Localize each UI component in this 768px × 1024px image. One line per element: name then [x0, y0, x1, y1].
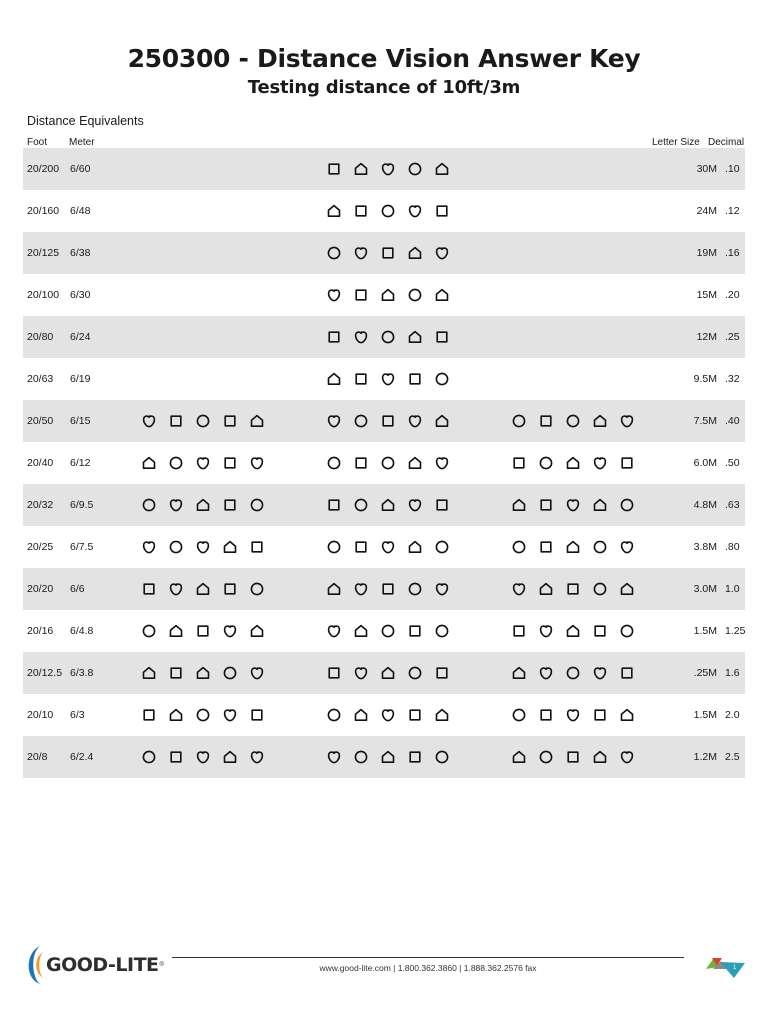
circle-icon [429, 538, 456, 556]
symbol-group [505, 454, 641, 472]
square-icon [320, 664, 347, 682]
apple-icon [614, 748, 641, 766]
house-icon [505, 496, 532, 514]
foot-value: 20/32 [27, 499, 54, 511]
decimal-value: .20 [725, 289, 740, 301]
foot-value: 20/16 [27, 625, 54, 637]
foot-value: 20/12.5 [27, 667, 63, 679]
house-icon [402, 538, 429, 556]
table-row [23, 568, 745, 610]
apple-icon [402, 412, 429, 430]
decimal-value: 2.5 [725, 751, 740, 763]
decimal-value: .25 [725, 331, 740, 343]
column-header-decimal: Decimal [708, 137, 745, 148]
apple-icon [374, 160, 401, 178]
house-icon [429, 412, 456, 430]
apple-icon [244, 664, 271, 682]
apple-icon [374, 370, 401, 388]
circle-icon [614, 496, 641, 514]
square-icon [217, 496, 244, 514]
symbol-group [135, 706, 271, 724]
footer-contact: www.good-lite.com | 1.800.362.3860 | 1.888.362.2576 fax [319, 963, 537, 973]
apple-icon [429, 454, 456, 472]
apple-icon [162, 496, 189, 514]
letter-size-value: 3.0M [693, 583, 717, 595]
apple-icon [505, 580, 532, 598]
house-icon [402, 328, 429, 346]
circle-icon [189, 706, 216, 724]
house-icon [374, 664, 401, 682]
circle-icon [505, 706, 532, 724]
letter-size-value: 12M [696, 331, 717, 343]
square-icon [162, 412, 189, 430]
square-icon [347, 538, 374, 556]
square-icon [429, 664, 456, 682]
square-icon [244, 538, 271, 556]
square-icon [429, 328, 456, 346]
symbol-group [505, 622, 641, 640]
apple-icon [244, 748, 271, 766]
symbol-group [505, 664, 641, 682]
symbol-group [320, 370, 456, 388]
square-icon [217, 454, 244, 472]
meter-value: 6/60 [70, 163, 91, 175]
symbol-group [135, 748, 271, 766]
circle-icon [320, 706, 347, 724]
circle-icon [162, 454, 189, 472]
letter-size-value: 30M [696, 163, 717, 175]
circle-icon [320, 454, 347, 472]
table-row [23, 232, 745, 274]
square-icon [244, 706, 271, 724]
circle-icon [347, 412, 374, 430]
square-icon [614, 454, 641, 472]
symbol-group [505, 496, 641, 514]
circle-icon [244, 496, 271, 514]
apple-icon [320, 748, 347, 766]
meter-value: 6/30 [70, 289, 91, 301]
letter-size-value: 4.8M [693, 499, 717, 511]
apple-icon [189, 454, 216, 472]
decimal-value: .12 [725, 205, 740, 217]
symbol-group [320, 328, 456, 346]
apple-icon [320, 622, 347, 640]
circle-icon [429, 622, 456, 640]
circle-icon [587, 580, 614, 598]
foot-value: 20/63 [27, 373, 54, 385]
square-icon [559, 748, 586, 766]
house-icon [429, 286, 456, 304]
letter-size-value: 1.2M [693, 751, 717, 763]
symbol-group [135, 622, 271, 640]
square-icon [429, 202, 456, 220]
letter-size-value: 15M [696, 289, 717, 301]
letter-size-value: 9.5M [693, 373, 717, 385]
circle-icon [559, 412, 586, 430]
square-icon [217, 412, 244, 430]
apple-icon [587, 664, 614, 682]
symbol-group [320, 454, 456, 472]
house-icon [189, 664, 216, 682]
symbol-group [505, 538, 641, 556]
apple-icon [347, 580, 374, 598]
decimal-value: .32 [725, 373, 740, 385]
letter-size-value: .25M [693, 667, 717, 679]
table-row [23, 526, 745, 568]
square-icon [162, 664, 189, 682]
house-icon [162, 706, 189, 724]
square-icon [217, 580, 244, 598]
house-icon [347, 706, 374, 724]
column-header-meter: Meter [69, 137, 95, 148]
logo-swoosh-icon [22, 944, 44, 986]
house-icon [244, 622, 271, 640]
apple-icon [347, 244, 374, 262]
square-icon [402, 370, 429, 388]
house-icon [217, 748, 244, 766]
circle-icon [162, 538, 189, 556]
decimal-value: .80 [725, 541, 740, 553]
letter-size-value: 7.5M [693, 415, 717, 427]
house-icon [320, 202, 347, 220]
square-icon [189, 622, 216, 640]
answer-key-table [23, 148, 745, 778]
circle-icon [559, 664, 586, 682]
apple-icon [217, 706, 244, 724]
triangle-logo-icon [704, 955, 746, 979]
circle-icon [374, 328, 401, 346]
house-icon [374, 496, 401, 514]
square-icon [374, 244, 401, 262]
decimal-value: 1.6 [725, 667, 740, 679]
circle-icon [244, 580, 271, 598]
foot-value: 20/200 [27, 163, 60, 175]
decimal-value: 2.0 [725, 709, 740, 721]
foot-value: 20/20 [27, 583, 54, 595]
apple-icon [559, 706, 586, 724]
symbol-group [320, 496, 456, 514]
foot-value: 20/8 [27, 751, 48, 763]
letter-size-value: 3.8M [693, 541, 717, 553]
symbol-group [320, 202, 456, 220]
symbol-group [320, 160, 456, 178]
house-icon [244, 412, 271, 430]
apple-icon [162, 580, 189, 598]
house-icon [374, 748, 401, 766]
square-icon [505, 622, 532, 640]
foot-value: 20/125 [27, 247, 60, 259]
house-icon [135, 664, 162, 682]
apple-icon [244, 454, 271, 472]
square-icon [320, 328, 347, 346]
apple-icon [429, 580, 456, 598]
meter-value: 6/24 [70, 331, 91, 343]
circle-icon [402, 160, 429, 178]
table-row [23, 442, 745, 484]
square-icon [347, 454, 374, 472]
house-icon [532, 580, 559, 598]
apple-icon [402, 202, 429, 220]
square-icon [162, 748, 189, 766]
house-icon [587, 412, 614, 430]
square-icon [587, 622, 614, 640]
circle-icon [429, 748, 456, 766]
symbol-group [320, 664, 456, 682]
foot-value: 20/40 [27, 457, 54, 469]
symbol-group [135, 664, 271, 682]
letter-size-value: 1.5M [693, 625, 717, 637]
square-icon [532, 538, 559, 556]
apple-icon [532, 664, 559, 682]
house-icon [429, 160, 456, 178]
house-icon [320, 580, 347, 598]
meter-value: 6/6 [70, 583, 85, 595]
symbol-group [505, 748, 641, 766]
symbol-group [320, 538, 456, 556]
house-icon [505, 748, 532, 766]
table-row [23, 358, 745, 400]
column-header-foot: Foot [27, 137, 48, 148]
square-icon [347, 286, 374, 304]
house-icon [429, 706, 456, 724]
apple-icon [189, 748, 216, 766]
square-icon [320, 496, 347, 514]
meter-value: 6/38 [70, 247, 91, 259]
symbol-group [320, 580, 456, 598]
circle-icon [320, 244, 347, 262]
symbol-group [505, 580, 641, 598]
apple-icon [320, 412, 347, 430]
symbol-group [135, 412, 271, 430]
table-row [23, 694, 745, 736]
circle-icon [347, 496, 374, 514]
house-icon [559, 538, 586, 556]
circle-icon [505, 538, 532, 556]
symbol-group [320, 286, 456, 304]
circle-icon [505, 412, 532, 430]
square-icon [532, 706, 559, 724]
symbol-group [135, 538, 271, 556]
square-icon [135, 580, 162, 598]
page-subtitle: Testing distance of 10ft/3m [247, 77, 521, 98]
logo-wordmark: GOOD-LITE [46, 954, 159, 976]
house-icon [189, 496, 216, 514]
square-icon [505, 454, 532, 472]
table-row [23, 190, 745, 232]
foot-value: 20/50 [27, 415, 54, 427]
table-row [23, 274, 745, 316]
house-icon [347, 160, 374, 178]
symbol-group [135, 454, 271, 472]
circle-icon [135, 622, 162, 640]
table-row [23, 652, 745, 694]
apple-icon [217, 622, 244, 640]
circle-icon [374, 622, 401, 640]
apple-icon [614, 412, 641, 430]
good-lite-logo [22, 944, 164, 986]
table-row [23, 148, 745, 190]
decimal-value: .10 [725, 163, 740, 175]
square-icon [614, 664, 641, 682]
house-icon [587, 496, 614, 514]
section-heading: Distance Equivalents [27, 114, 144, 128]
apple-icon [347, 328, 374, 346]
table-row [23, 736, 745, 778]
symbol-group [135, 496, 271, 514]
footer-divider [172, 957, 684, 958]
apple-icon [402, 496, 429, 514]
circle-icon [320, 538, 347, 556]
house-icon [587, 748, 614, 766]
square-icon [402, 622, 429, 640]
table-row [23, 400, 745, 442]
circle-icon [189, 412, 216, 430]
circle-icon [374, 454, 401, 472]
letter-size-value: 1.5M [693, 709, 717, 721]
symbol-group [320, 244, 456, 262]
foot-value: 20/25 [27, 541, 54, 553]
circle-icon [614, 622, 641, 640]
meter-value: 6/48 [70, 205, 91, 217]
registered-mark: ® [159, 962, 164, 968]
meter-value: 6/7.5 [70, 541, 94, 553]
apple-icon [347, 664, 374, 682]
decimal-value: .16 [725, 247, 740, 259]
house-icon [162, 622, 189, 640]
letter-size-value: 6.0M [693, 457, 717, 469]
house-icon [505, 664, 532, 682]
square-icon [532, 496, 559, 514]
meter-value: 6/12 [70, 457, 91, 469]
symbol-group [320, 706, 456, 724]
symbol-group [320, 412, 456, 430]
column-header-letter-size: Letter Size [652, 137, 700, 148]
apple-icon [135, 538, 162, 556]
square-icon [402, 706, 429, 724]
circle-icon [402, 664, 429, 682]
foot-value: 20/80 [27, 331, 54, 343]
square-icon [347, 370, 374, 388]
house-icon [402, 244, 429, 262]
circle-icon [429, 370, 456, 388]
square-icon [135, 706, 162, 724]
table-row [23, 484, 745, 526]
apple-icon [532, 622, 559, 640]
square-icon [320, 160, 347, 178]
symbol-group [505, 706, 641, 724]
circle-icon [135, 748, 162, 766]
apple-icon [559, 496, 586, 514]
table-row [23, 316, 745, 358]
house-icon [374, 286, 401, 304]
symbol-group [505, 412, 641, 430]
circle-icon [347, 748, 374, 766]
meter-value: 6/9.5 [70, 499, 94, 511]
house-icon [135, 454, 162, 472]
circle-icon [587, 538, 614, 556]
house-icon [320, 370, 347, 388]
meter-value: 6/15 [70, 415, 91, 427]
meter-value: 6/2.4 [70, 751, 94, 763]
meter-value: 6/3 [70, 709, 85, 721]
apple-icon [374, 706, 401, 724]
square-icon [587, 706, 614, 724]
table-row [23, 610, 745, 652]
house-icon [559, 622, 586, 640]
circle-icon [532, 454, 559, 472]
house-icon [217, 538, 244, 556]
meter-value: 6/19 [70, 373, 91, 385]
apple-icon [587, 454, 614, 472]
square-icon [347, 202, 374, 220]
foot-value: 20/160 [27, 205, 60, 217]
apple-icon [320, 286, 347, 304]
square-icon [374, 412, 401, 430]
decimal-value: 1.25 [725, 625, 746, 637]
apple-icon [374, 538, 401, 556]
page-number: 1 [733, 965, 737, 971]
decimal-value: .63 [725, 499, 740, 511]
letter-size-value: 24M [696, 205, 717, 217]
meter-value: 6/3.8 [70, 667, 94, 679]
foot-value: 20/10 [27, 709, 54, 721]
house-icon [614, 706, 641, 724]
house-icon [402, 454, 429, 472]
square-icon [402, 748, 429, 766]
square-icon [532, 412, 559, 430]
foot-value: 20/100 [27, 289, 60, 301]
square-icon [559, 580, 586, 598]
circle-icon [532, 748, 559, 766]
apple-icon [429, 244, 456, 262]
circle-icon [374, 202, 401, 220]
house-icon [347, 622, 374, 640]
circle-icon [135, 496, 162, 514]
page-title: 250300 - Distance Vision Answer Key [127, 44, 641, 73]
letter-size-value: 19M [696, 247, 717, 259]
house-icon [189, 580, 216, 598]
house-icon [559, 454, 586, 472]
symbol-group [320, 622, 456, 640]
circle-icon [217, 664, 244, 682]
circle-icon [402, 286, 429, 304]
symbol-group [320, 748, 456, 766]
decimal-value: .40 [725, 415, 740, 427]
symbol-group [135, 580, 271, 598]
decimal-value: .50 [725, 457, 740, 469]
meter-value: 6/4.8 [70, 625, 94, 637]
square-icon [429, 496, 456, 514]
apple-icon [135, 412, 162, 430]
circle-icon [402, 580, 429, 598]
house-icon [614, 580, 641, 598]
decimal-value: 1.0 [725, 583, 740, 595]
apple-icon [189, 538, 216, 556]
apple-icon [614, 538, 641, 556]
square-icon [374, 580, 401, 598]
